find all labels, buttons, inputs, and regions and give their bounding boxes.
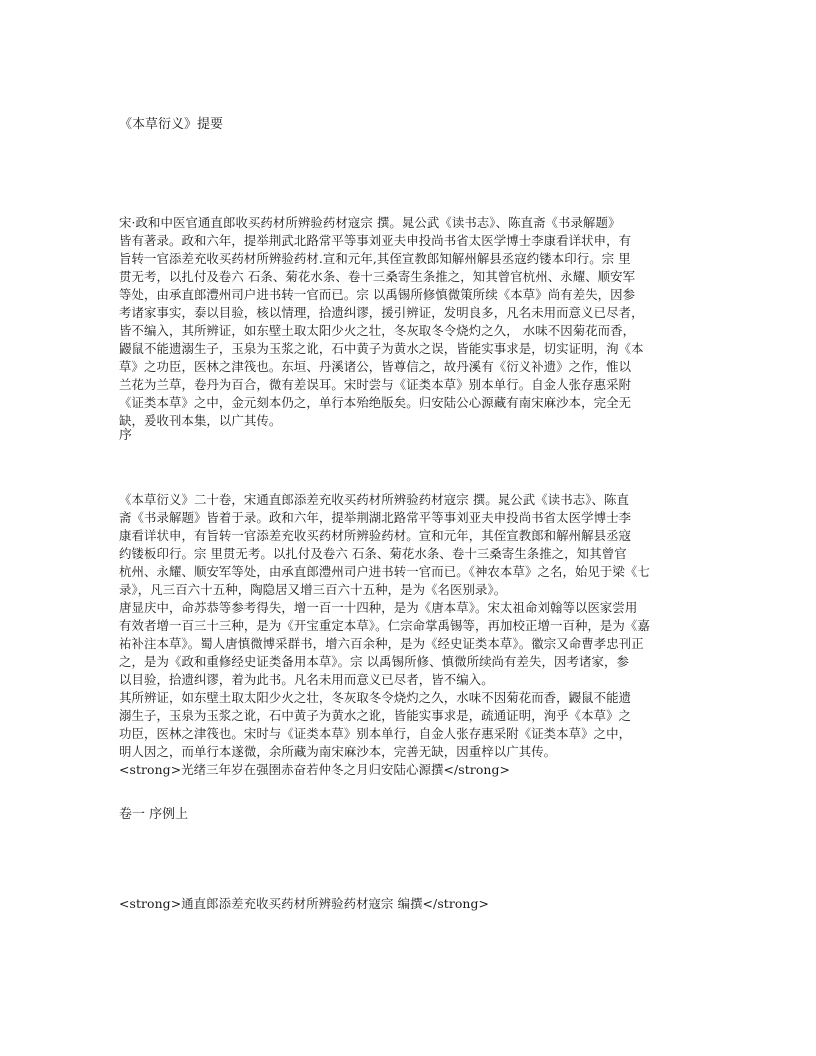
text-line: 鼹鼠不能遗溺生子，玉泉为玉浆之讹，石中黄子为黄水之误，皆能实事求是，切实证明，洵《本 (119, 341, 644, 356)
text-line: 兰花为兰草，卷丹为百合，微有差误耳。宋时尝与《证类本草》别本单行。自金人张存惠采附 (119, 377, 632, 392)
text-line: 功臣，医林之津筏也。宋时与《证类本草》别本单行，自金人张存惠采附《证类本草》之中， (119, 726, 632, 741)
text-line: 康看详状申，有旨转一官添差充收买药材所辨验药材。宣和元年，其侄宣教郎和解州解县丞寇 (119, 528, 632, 543)
author-line: <strong>通直郎添差充收买药材所辨验药材寇宗 编撰</strong> (119, 896, 490, 911)
text-line: 以目验，拾遗纠谬，着为此书。凡名未用而意义已尽者，皆不编入。 (119, 672, 494, 687)
text-line: 明人因之，而单行本遂微，余所藏为南宋麻沙本，完善无缺，因重梓以广其传。 (119, 744, 557, 759)
tiyao-title: 《本草衍义》提要 (119, 117, 224, 132)
text-line: 有效者增一百三十三种，是为《开宝重定本草》。仁宗命掌禹锡等，再加校正增一百种，是为《嘉 (119, 618, 650, 633)
text-line: 皆有著录。政和六年，提举荆武北路常平等事刘亚夫申投尚书省太医学博士李康看详状申，有 (119, 233, 632, 248)
text-line: 唐显庆中，命苏恭等参考得失，增一百一十四种，是为《唐本草》。宋太祖命刘翰等以医家尝用 (119, 600, 638, 615)
text-line: 贯无考，以扎付及卷六 石条、菊花水条、卷十三桑寄生条推之，知其曾官杭州、永耀、顺安军 (119, 269, 636, 284)
text-line: 祐补注本草》。蜀人唐慎微博采群书，增六百余种，是为《经史证类本草》。徽宗又命曹孝忠刊正 (119, 636, 644, 651)
text-line: 之，是为《政和重修经史证类备用本草》。宗 以禹锡所修、慎微所续尚有差失，因考诸家，参 (119, 654, 629, 669)
text-line: 皆不编入，其所辨证，如东壁土取太阳少火之壮，冬灰取冬令烧灼之久， 水味不因菊花而香， (119, 323, 636, 338)
tiyao-paragraph (119, 214, 697, 430)
text-line: 等处，由承直郎澧州司户进书转一官而已。宗 以禹锡所修慎微策所续《本草》尚有差失，因参 (119, 287, 636, 302)
text-line: 溺生子，玉泉为玉浆之讹，石中黄子为黄水之讹，皆能实事求是，疏通证明，洵乎《本草》之 (119, 708, 632, 723)
xu-title: 序 (119, 428, 133, 443)
text-line: 旨转一官添差充收买药材所辨验药材.宣和元年,其侄宣教郎知解州解县丞寇约镂本印行。宗 里 (119, 251, 631, 266)
text-line: 《证类本草》之中，金元刻本仍之，单行本殆绝版矣。归安陆公心源藏有南宋麻沙本，完全无 (119, 395, 632, 410)
text-line: 《本草衍义》二十卷，宋通直郎添差充收买药材所辨验药材寇宗 撰。晁公武《读书志》、陈直 (119, 492, 629, 507)
juanyi-author (119, 895, 697, 913)
xu-paragraph (119, 491, 697, 779)
juanyi-title: 卷一 序例上 (119, 807, 189, 822)
text-line: 录》，凡三百六十五种，陶隐居又增三百六十五种，是为《名医别录》。 (119, 582, 507, 597)
text-line: 缺，爰收刊本集，以广其传。 (119, 413, 282, 428)
text-line: 杭州、永耀、顺安军等处，由承直郎澧州司户进书转一官而已。《神农本草》之名，始见于梁《七 (119, 564, 650, 579)
signature-line: <strong>光绪三年岁在强圉赤奋若仲冬之月归安陆心源撰</strong> (119, 762, 510, 777)
text-line: 宋·政和中医官通直郎收买药材所辨验药材寇宗 撰。晁公武《读书志》、陈直斋《书录解题》 (119, 215, 621, 230)
text-line: 草》之功臣，医林之津筏也。东垣、丹溪诸公，皆尊信之，故丹溪有《衍义补遗》之作，惟以 (119, 359, 632, 374)
text-line: 斋《书录解题》皆着于录。政和六年，提举荆湖北路常平等事刘亚夫申投尚书省太医学博士李 (119, 510, 632, 525)
text-line: 约镂板印行。宗 里贯无考。以扎付及卷六 石条、菊花水条、卷十三桑寄生条推之，知其曾官 (119, 546, 627, 561)
text-line: 其所辨证，如东壁土取太阳少火之壮，冬灰取冬令烧灼之久，水味不因菊花而香，鼹鼠不能遗 (119, 690, 632, 705)
text-line: 考诸家事实，泰以目验，核以情理，拾遗纠谬，援引辨证，发明良多，凡名未用而意义已尽者， (119, 305, 644, 320)
